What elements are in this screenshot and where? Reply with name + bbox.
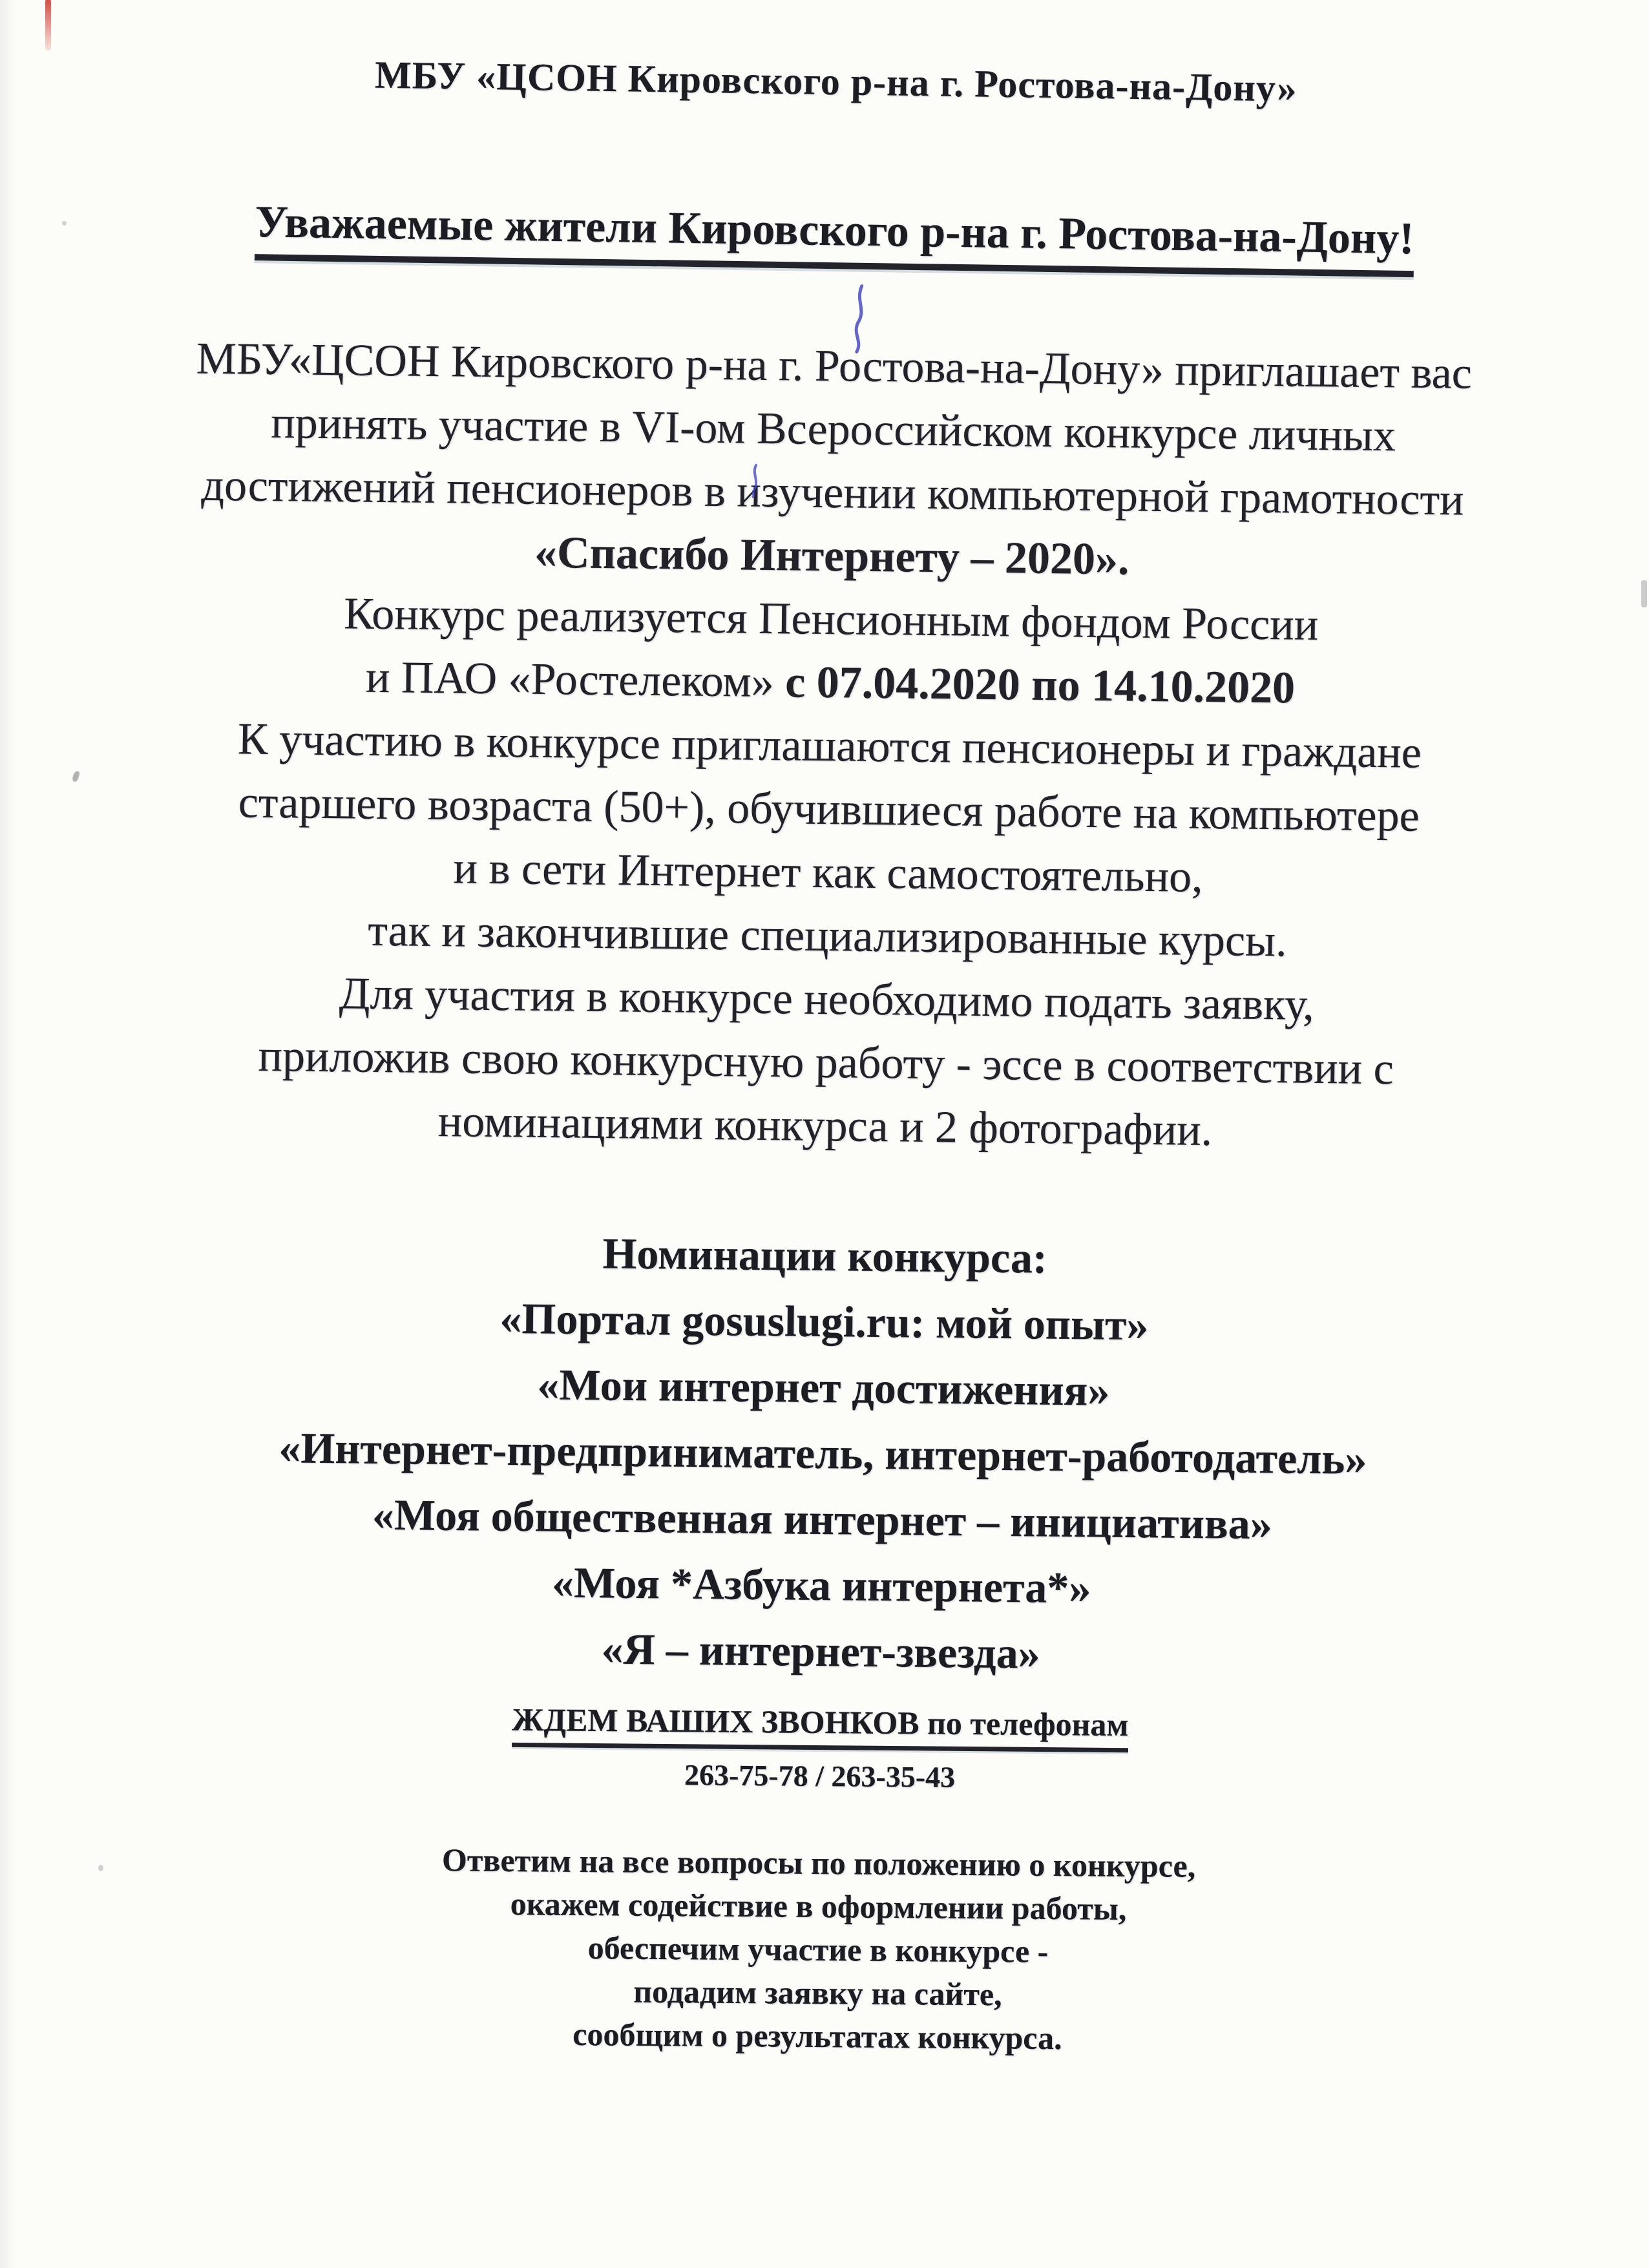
- text-segment: старшего возраста (50+), обучившиеся работе на компьютере: [238, 777, 1420, 841]
- text-segment: с 07.04.2020 по 14.10.2020: [784, 657, 1296, 713]
- text-segment: Ответим на все вопросы по положению о конкурсе,: [441, 1842, 1196, 1884]
- org-title: МБУ «ЦСОН Кировского р-на г. Ростова-на-Дону»: [374, 53, 1297, 110]
- contacts-section: [7, 1695, 1632, 1802]
- text-segment: «Я – интернет-звезда»: [601, 1624, 1041, 1678]
- text-segment: «Моя общественная интернет – инициатива»: [372, 1489, 1273, 1549]
- text-segment: К участию в конкурсе приглашаются пенсионеры и граждане: [237, 714, 1422, 778]
- text-segment: подадим заявку на сайте,: [633, 1973, 1002, 2013]
- text-segment: и в сети Интернет как самостоятельно,: [453, 843, 1204, 902]
- text-segment: «Портал gosuslugi.ru: мой опыт»: [499, 1293, 1149, 1350]
- call-heading: ЖДЕМ ВАШИХ ЗВОНКОВ по телефонам: [512, 1699, 1129, 1752]
- text-segment: «Моя *Азбука интернета*»: [551, 1557, 1091, 1613]
- text-segment: так и закончившие специализированные курсы.: [367, 905, 1288, 967]
- nominations-section: [8, 1214, 1637, 1692]
- phone-numbers: 263-75-78 / 263-35-43: [684, 1758, 956, 1794]
- text-segment: принять участие в VI-ом Всероссийском конкурсе личных: [270, 397, 1396, 461]
- text-segment: Для участия в конкурсе необходимо подать заявку,: [339, 969, 1315, 1030]
- nominations-heading: Номинации конкурса:: [602, 1228, 1047, 1283]
- text-segment: сообщим о результатах конкурса.: [572, 2015, 1062, 2057]
- text-segment: окажем содействие в оформлении работы,: [510, 1885, 1127, 1927]
- text-segment: Конкурс реализуется Пенсионным фондом России: [343, 589, 1319, 650]
- text-segment: достижений пенсионеров в изучении компьютерной грамотности: [201, 460, 1464, 525]
- nominations-list: [8, 1280, 1637, 1692]
- text-segment: «Интернет-предприниматель, интернет-работодатель»: [278, 1423, 1367, 1484]
- text-segment: «Мои интернет достижения»: [537, 1360, 1110, 1415]
- text-segment: приложив свою конкурсную работу - эссе в соответствии с: [258, 1031, 1394, 1095]
- footer-paragraph: [5, 1835, 1632, 2065]
- salutation-heading: Уважаемые жители Кировского р-на г. Ростова-на-Дону!: [255, 194, 1414, 277]
- text-segment: МБУ«ЦСОН Кировского р-на г. Ростова-на-Дону» приглашает вас: [196, 333, 1473, 399]
- text-segment: и ПАО «Ростелеком»: [365, 652, 786, 708]
- salutation-row: [22, 191, 1647, 280]
- text-segment: «Спасибо Интернету – 2020».: [534, 527, 1129, 585]
- call-heading-row: [8, 1695, 1633, 1757]
- text-segment: номинациями конкурса и 2 фотографии.: [437, 1097, 1213, 1156]
- intro-paragraph: [13, 325, 1647, 1167]
- text-segment: обеспечим участие в конкурсе -: [587, 1929, 1049, 1969]
